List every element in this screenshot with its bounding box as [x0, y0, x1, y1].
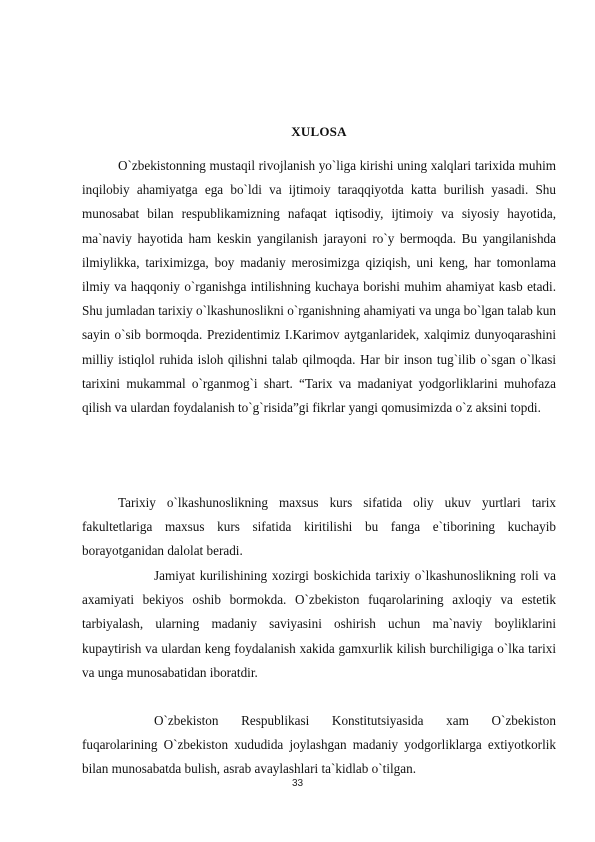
page-number: 33	[291, 778, 304, 789]
section-heading: XULOSA	[291, 124, 347, 139]
paragraph-4: O`zbekiston Respublikasi Konstitutsiyasida xam O`zbekiston fuqarolarining O`zbekiston xududida joylashgan madaniy yodgorliklarga extiyotkorlik bilan munosabatda bulish, asrab avaylashlari ta`kidlab o`tilgan.	[82, 713, 556, 777]
paragraph-1: O`zbekistonning mustaqil rivojlanish yo`liga kirishi uning xalqlari tarixida muhim inqilobiy ahamiyatga ega bo`ldi va ijtimoiy taraqqiyotda katta burilish yasadi. Shu munosabat bilan respublikamizning nafaqat iqtisodiy, ijtimoiy va siyosiy hayotida, ma`naviy hayotida ham keskin yangilanish jarayoni ro`y bermoqda. Bu yangilanishda ilmiylikka, tariximizga, boy madaniy merosimizga qiziqish, uni keng, har tomonlama ilmiy va haqqoniy o`rganishga intilishning kuchaya borishi muhim ahamiyat kasb etadi. Shu jumladan tarixiy o`lkashunoslikni o`rganishning ahamiyati va unga bo`lgan talab kun sayin o`sib bormoqda. Prezidentimiz I.Karimov aytganlaridek, xalqimiz dunyoqarashini milliy istiqlol ruhida isloh qilishni talab qilmoqda. Har bir inson tug`ilib o`sgan o`lkasi tarixini mukammal o`rganmog`i shart. “Tarix va madaniyat yodgorliklarini muhofaza qilish va ulardan foydalanish to`g`risida”gi fikrlar yangi qomusimizda o`z aksini topdi.	[82, 158, 556, 416]
paragraph-3: Jamiyat kurilishining xozirgi boskichida tarixiy o`lkashunoslikning roli va axamiyati bekiyos oshib bormokda. O`zbekiston fuqarolarining axloqiy va estetik tarbiyalash, ularning madaniy saviyasini oshirish uchun ma`naviy boyliklarini kupaytirish va ulardan keng foydalanish xakida gamxurlik kilish burchiligiga o`lka tarixi va unga munosabatidan iboratdir.	[82, 568, 556, 680]
paragraph-2: Tarixiy o`lkashunoslikning maxsus kurs sifatida oliy ukuv yurtlari tarix fakultetlariga maxsus kurs sifatida kiritilishi bu fanga e`tiborining kuchayib borayotganidan dalolat beradi.	[82, 495, 556, 559]
